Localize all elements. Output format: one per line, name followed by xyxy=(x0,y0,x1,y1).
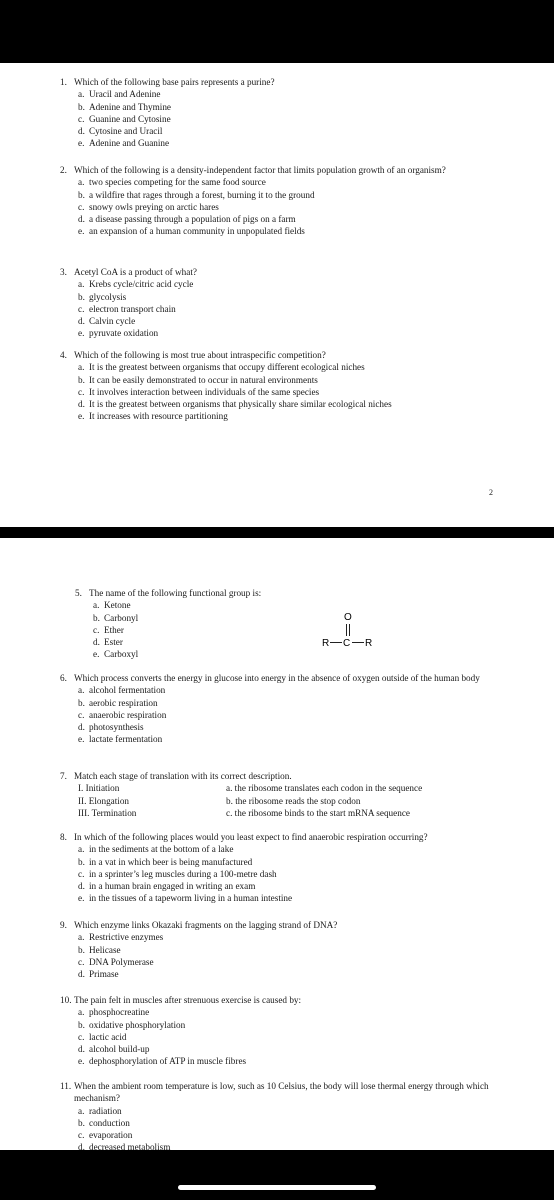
question-number: 6. xyxy=(60,673,67,683)
answer-options xyxy=(78,1006,554,1067)
option-letter: b. xyxy=(78,101,85,112)
option-text: It is the greatest between organisms that physically share similar ecological niches xyxy=(89,399,392,410)
option-text: two species competing for the same food source xyxy=(89,177,266,188)
page-number: 2 xyxy=(489,488,493,497)
option-text: Cytosine and Uracil xyxy=(89,126,163,137)
question-text: Acetyl CoA is a product of what? xyxy=(74,267,197,277)
answer-options xyxy=(78,843,554,904)
option-letter: c. xyxy=(78,868,85,879)
option-text: Adenine and Guanine xyxy=(89,138,170,149)
option-text: in a sprinter’s leg muscles during a 100-metre dash xyxy=(89,868,277,879)
option-text: dephosphorylation of ATP in muscle fibres xyxy=(89,1056,247,1067)
option-letter: a. xyxy=(78,1105,85,1116)
answer-option xyxy=(78,944,554,956)
option-letter: c. xyxy=(78,1130,85,1141)
option-text: photosynthesis xyxy=(89,722,144,733)
option-text: evaporation xyxy=(89,1130,133,1141)
option-letter: c. xyxy=(78,1031,85,1042)
option-text: in the sediments at the bottom of a lake xyxy=(89,844,234,855)
option-letter: d. xyxy=(78,722,85,733)
option-letter: e. xyxy=(78,411,85,422)
answer-option xyxy=(78,137,554,149)
option-text: It increases with resource partitioning xyxy=(89,411,228,422)
option-text: Uracil and Adenine xyxy=(89,89,161,100)
option-letter: e. xyxy=(93,649,100,660)
option-text: anaerobic respiration xyxy=(89,709,167,720)
option-text: Ester xyxy=(104,637,123,648)
carbon-label: C xyxy=(343,638,351,649)
answer-option xyxy=(78,880,554,892)
stage-label: I. Initiation xyxy=(78,783,120,794)
answer-option xyxy=(78,892,554,904)
answer-option xyxy=(78,101,554,113)
option-text: Calvin cycle xyxy=(89,316,136,327)
option-letter: d. xyxy=(78,969,85,980)
answer-option xyxy=(78,88,554,100)
question-number: 8. xyxy=(60,832,67,842)
answer-options xyxy=(78,278,554,339)
answer-option xyxy=(78,931,554,943)
option-letter: b. xyxy=(78,374,85,385)
option-letter: d. xyxy=(78,214,85,225)
option-text: pyruvate oxidation xyxy=(89,328,159,339)
option-text: conduction xyxy=(89,1117,130,1128)
option-text: Krebs cycle/citric acid cycle xyxy=(89,279,194,290)
answer-option xyxy=(78,113,554,125)
question-7 xyxy=(60,770,554,819)
answer-option xyxy=(78,225,554,237)
r-group-left-label: R xyxy=(322,638,330,649)
answer-options xyxy=(78,931,554,980)
question-number: 5. xyxy=(75,588,82,598)
answer-option xyxy=(78,386,554,398)
option-letter: d. xyxy=(93,637,100,648)
home-indicator[interactable] xyxy=(178,1185,376,1190)
answer-option xyxy=(78,1055,554,1067)
question-number: 11. xyxy=(60,1081,72,1091)
option-text: Ketone xyxy=(104,600,131,611)
option-letter: b. xyxy=(78,1117,85,1128)
option-text: glycolysis xyxy=(89,291,127,302)
answer-option xyxy=(78,684,554,696)
option-letter: a. xyxy=(93,600,100,611)
option-letter: d. xyxy=(78,316,85,327)
answer-option xyxy=(78,1129,554,1141)
option-text: a wildfire that rages through a forest, burning it to the ground xyxy=(89,189,315,200)
option-text: snowy owls preying on arctic hares xyxy=(89,201,219,212)
document-page-2 xyxy=(0,538,554,1150)
option-text: in a human brain engaged in writing an exam xyxy=(89,881,256,892)
stage-label: II. Elongation xyxy=(78,795,130,806)
question-text: The name of the following functional group is: xyxy=(89,588,262,598)
question-text: Which of the following is a density-independent factor that limits population growth of an organism? xyxy=(74,165,446,175)
option-letter: b. xyxy=(78,291,85,302)
question-text: Which enzyme links Okazaki fragments on the lagging strand of DNA? xyxy=(74,920,338,930)
stage-label: III. Termination xyxy=(78,807,137,818)
answer-option xyxy=(78,868,554,880)
option-letter: a. xyxy=(78,1007,85,1018)
answer-option xyxy=(78,1141,554,1150)
option-letter: a. xyxy=(78,89,85,100)
stage-description: b. the ribosome reads the stop codon xyxy=(226,795,361,806)
option-letter: e. xyxy=(78,893,85,904)
answer-option xyxy=(78,856,554,868)
r-group-right-label: R xyxy=(365,638,373,649)
answer-option xyxy=(78,278,554,290)
question-number: 2. xyxy=(60,165,67,175)
question-text: Match each stage of translation with its correct description. xyxy=(74,771,292,781)
answer-option xyxy=(78,327,554,339)
option-letter: c. xyxy=(78,113,85,124)
answer-option xyxy=(78,315,554,327)
question-text: Which of the following is most true about intraspecific competition? xyxy=(74,350,326,360)
question-text: When the ambient room temperature is low, such as 10 Celsius, the body will lose thermal energy through which mechanism? xyxy=(74,1081,489,1104)
option-letter: b. xyxy=(78,697,85,708)
option-text: Carbonyl xyxy=(104,612,139,623)
option-letter: a. xyxy=(78,362,85,373)
option-text: Carboxyl xyxy=(104,649,139,660)
question-text: Which process converts the energy in glucose into energy in the absence of oxygen outside of the human body xyxy=(74,673,480,683)
answer-option xyxy=(78,1105,554,1117)
option-letter: d. xyxy=(78,1142,85,1150)
answer-option xyxy=(78,1043,554,1055)
option-text: lactate fermentation xyxy=(89,734,163,745)
option-text: in a vat in which beer is being manufactured xyxy=(89,856,253,867)
answer-options xyxy=(78,1105,554,1150)
option-letter: e. xyxy=(78,734,85,745)
option-letter: e. xyxy=(78,1056,85,1067)
option-letter: b. xyxy=(78,944,85,955)
document-page-1 xyxy=(0,63,554,527)
answer-option xyxy=(78,709,554,721)
answer-options xyxy=(78,176,554,237)
option-text: Primase xyxy=(89,969,119,980)
answer-options xyxy=(78,361,554,422)
option-text: DNA Polymerase xyxy=(89,956,154,967)
option-text: Guanine and Cytosine xyxy=(89,113,171,124)
option-text: decreased metabolism xyxy=(89,1142,171,1150)
question-1 xyxy=(60,76,554,150)
option-letter: a. xyxy=(78,685,85,696)
functional-group-structure xyxy=(322,610,382,652)
question-number: 4. xyxy=(60,350,67,360)
option-letter: a. xyxy=(78,844,85,855)
answer-option xyxy=(78,968,554,980)
option-text: Helicase xyxy=(89,944,121,955)
option-text: radiation xyxy=(89,1105,122,1116)
question-9 xyxy=(60,919,554,980)
question-4 xyxy=(60,349,554,423)
question-text: In which of the following places would you least expect to find anaerobic respiration occurring? xyxy=(74,832,428,842)
option-letter: c. xyxy=(78,956,85,967)
answer-option xyxy=(78,410,554,422)
question-number: 1. xyxy=(60,77,67,87)
option-text: oxidative phosphorylation xyxy=(89,1019,186,1030)
option-text: It is the greatest between organisms that occupy different ecological niches xyxy=(89,362,365,373)
question-3 xyxy=(60,266,554,340)
matching-table xyxy=(78,782,554,819)
option-text: Adenine and Thymine xyxy=(89,101,171,112)
option-letter: d. xyxy=(78,126,85,137)
option-letter: d. xyxy=(78,881,85,892)
answer-option xyxy=(78,1019,554,1031)
answer-option xyxy=(78,176,554,188)
question-number: 10. xyxy=(60,995,72,1005)
answer-option xyxy=(78,398,554,410)
question-number: 9. xyxy=(60,920,67,930)
option-letter: b. xyxy=(78,856,85,867)
answer-option xyxy=(78,213,554,225)
answer-option xyxy=(78,125,554,137)
question-10 xyxy=(60,994,554,1068)
answer-option xyxy=(78,361,554,373)
option-letter: b. xyxy=(78,1019,85,1030)
answer-option xyxy=(78,956,554,968)
stage-description: a. the ribosome translates each codon in the sequence xyxy=(226,783,423,794)
option-letter: c. xyxy=(78,709,85,720)
option-letter: a. xyxy=(78,279,85,290)
option-letter: d. xyxy=(78,399,85,410)
question-text: The pain felt in muscles after strenuous exercise is caused by: xyxy=(74,995,302,1005)
option-text: a disease passing through a population of pigs on a farm xyxy=(89,214,296,225)
option-text: phosphocreatine xyxy=(89,1007,150,1018)
stage-description: c. the ribosome binds to the start mRNA sequence xyxy=(226,807,410,818)
option-text: in the tissues of a tapeworm living in a human intestine xyxy=(89,893,293,904)
option-text: an expansion of a human community in unpopulated fields xyxy=(89,226,305,237)
question-2 xyxy=(60,164,554,238)
question-5 xyxy=(75,587,554,661)
option-text: alcohol build-up xyxy=(89,1044,150,1055)
answer-option xyxy=(78,1031,554,1043)
option-text: It can be easily demonstrated to occur in natural environments xyxy=(89,374,318,385)
question-8 xyxy=(60,831,554,905)
option-letter: a. xyxy=(78,177,85,188)
option-letter: e. xyxy=(78,226,85,237)
option-letter: e. xyxy=(78,328,85,339)
answer-option xyxy=(78,291,554,303)
option-text: Ether xyxy=(104,624,124,635)
answer-option xyxy=(78,697,554,709)
option-letter: d. xyxy=(78,1044,85,1055)
oxygen-label: O xyxy=(344,612,352,623)
option-letter: e. xyxy=(78,138,85,149)
option-letter: c. xyxy=(78,303,85,314)
option-text: lactic acid xyxy=(89,1031,127,1042)
option-text: Restrictive enzymes xyxy=(89,932,164,943)
question-text: Which of the following base pairs represents a purine? xyxy=(74,77,275,87)
answer-option xyxy=(78,1006,554,1018)
answer-option xyxy=(78,733,554,745)
answer-options xyxy=(78,88,554,149)
answer-option xyxy=(78,374,554,386)
answer-option xyxy=(78,189,554,201)
option-text: It involves interaction between individuals of the same species xyxy=(89,386,320,397)
option-text: aerobic respiration xyxy=(89,697,158,708)
option-letter: a. xyxy=(78,932,85,943)
answer-options xyxy=(78,684,554,745)
question-11 xyxy=(60,1080,554,1150)
option-text: electron transport chain xyxy=(89,303,176,314)
option-letter: c. xyxy=(78,201,85,212)
answer-option xyxy=(78,1117,554,1129)
option-letter: b. xyxy=(93,612,100,623)
answer-option xyxy=(78,201,554,213)
question-6 xyxy=(60,672,554,746)
question-number: 7. xyxy=(60,771,67,781)
answer-option xyxy=(78,303,554,315)
option-letter: c. xyxy=(93,624,100,635)
answer-option xyxy=(78,843,554,855)
answer-option xyxy=(78,721,554,733)
question-number: 3. xyxy=(60,267,67,277)
option-text: alcohol fermentation xyxy=(89,685,166,696)
option-letter: c. xyxy=(78,386,85,397)
option-letter: b. xyxy=(78,189,85,200)
